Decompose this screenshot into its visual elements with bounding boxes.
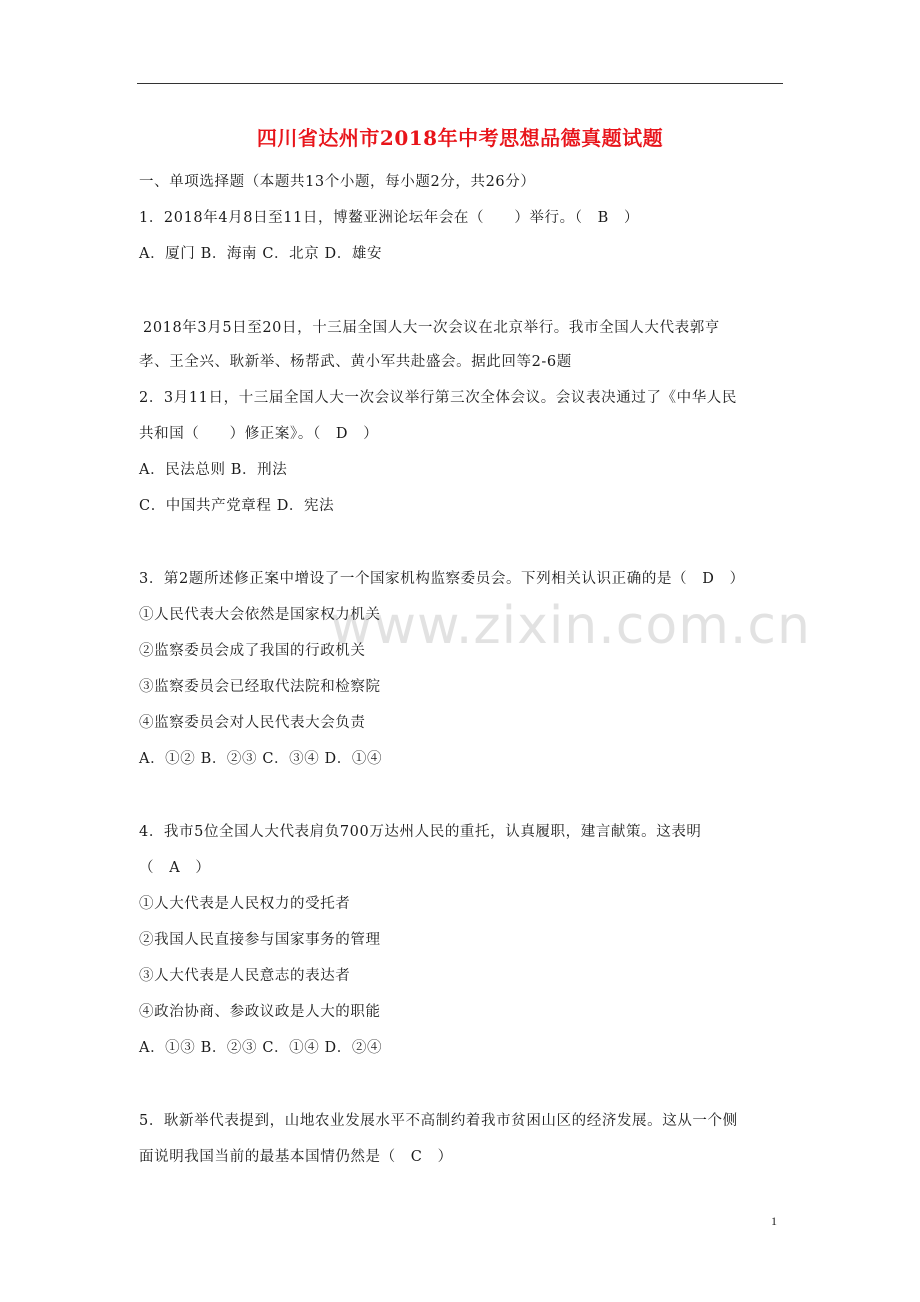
material-line-1: 2018年3月5日至20日，十三届全国人大一次会议在北京举行。我市全国人大代表郭亨 [143, 320, 720, 336]
q4-options: A．①③ B．②③ C．①④ D．②④ [139, 1040, 383, 1056]
q4-item-2: ②我国人民直接参与国家事务的管理 [139, 932, 381, 948]
q4-item-4: ④政治协商、参政议政是人大的职能 [139, 1004, 381, 1020]
q3-options: A．①② B．②③ C．③④ D．①④ [139, 751, 383, 767]
watermark: www.zixin.com.cn [330, 596, 811, 656]
q2-options-ab: A．民法总则 B．刑法 [139, 462, 288, 478]
q1-options: A．厦门 B．海南 C．北京 D．雄安 [139, 246, 383, 262]
q4-stem-2: （ A ） [139, 860, 211, 876]
q5-stem-2: 面说明我国当前的最基本国情仍然是（ C ） [139, 1149, 453, 1165]
document-title: 四川省达州市2018年中考思想品德真题试题 [256, 126, 664, 150]
material-line-2: 孝、王全兴、耿新举、杨帮武、黄小军共赴盛会。据此回等2-6题 [139, 354, 572, 370]
q3-item-2: ②监察委员会成了我国的行政机关 [139, 643, 366, 659]
section-heading: 一、单项选择题（本题共13个小题，每小题2分，共26分） [139, 174, 536, 190]
q3-item-1: ①人民代表大会依然是国家权力机关 [139, 607, 381, 623]
q4-stem-1: 4．我市5位全国人大代表肩负700万达州人民的重托，认真履职，建言献策。这表明 [139, 824, 702, 840]
q1-stem: 1．2018年4月8日至11日，博鳌亚洲论坛年会在（ ）举行。（ B ） [139, 210, 640, 226]
q3-item-4: ④监察委员会对人民代表大会负责 [139, 715, 366, 731]
q3-stem: 3．第2题所述修正案中增设了一个国家机构监察委员会。下列相关认识正确的是（ D ） [139, 571, 745, 587]
q2-stem-2: 共和国（ ）修正案》。（ D ） [139, 426, 379, 442]
q2-options-cd: C．中国共产党章程 D．宪法 [139, 498, 335, 514]
q4-item-3: ③人大代表是人民意志的表达者 [139, 968, 351, 984]
header-rule [137, 83, 783, 84]
q4-item-1: ①人大代表是人民权力的受托者 [139, 896, 351, 912]
q2-stem-1: 2．3月11日，十三届全国人大一次会议举行第三次全体会议。会议表决通过了《中华人民 [139, 390, 737, 406]
q5-stem-1: 5．耿新举代表提到，山地农业发展水平不高制约着我市贫困山区的经济发展。这从一个侧 [139, 1113, 738, 1129]
q3-item-3: ③监察委员会已经取代法院和检察院 [139, 679, 381, 695]
page-number: 1 [771, 1214, 777, 1228]
